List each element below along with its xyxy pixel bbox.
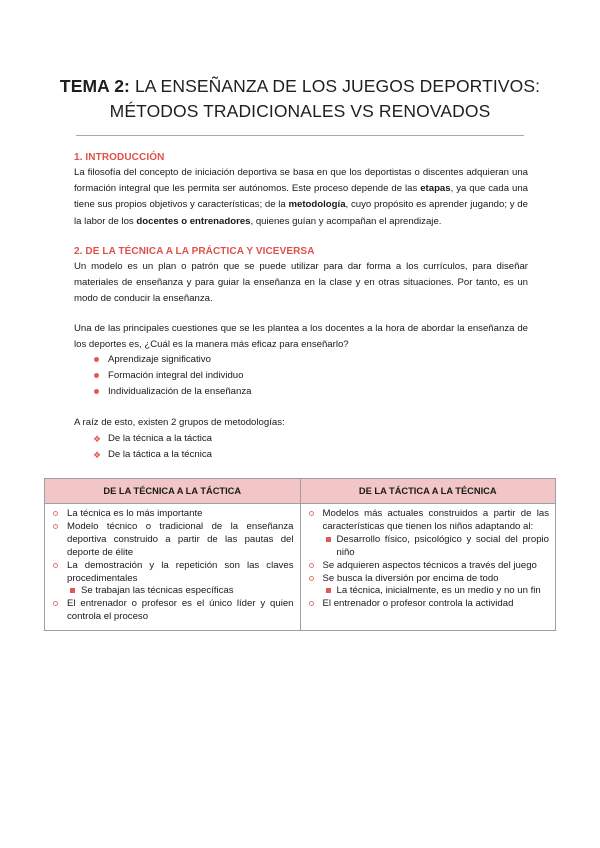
title-line-2: MÉTODOS TRADICIONALES VS RENOVADOS — [109, 101, 491, 121]
list-item — [53, 521, 294, 560]
section-2-paragraph-3: A raíz de esto, existen 2 grupos de metodologías: — [74, 417, 285, 428]
key-points-list — [92, 352, 251, 400]
circle-bullet-icon — [309, 563, 314, 568]
list-item-label: Modelos más actuales construidos a partir de las características que tienen los niños adaptando al: — [322, 508, 549, 532]
circle-bullet-icon — [53, 563, 58, 568]
list-item-label: La técnica es lo más importante — [67, 508, 203, 519]
table-header-row — [45, 479, 556, 504]
sub-list-item — [67, 585, 294, 598]
list-item — [53, 598, 294, 624]
list-item — [92, 368, 251, 384]
list-item-label: Se busca la diversión por encima de todo — [322, 572, 499, 584]
intro-text-1: La filosofía del concepto de iniciación deportiva se basa en que los deportistas o discentes adquieran una formación integral que les permita ser autónomos. Este proceso depende de las — [74, 167, 528, 195]
list-item — [92, 431, 212, 447]
list-item-label: El entrenador o profesor es el único líder y quien controla el proceso — [67, 598, 294, 623]
intro-text-3: , cuyo propósito es aprender jugando; y de la labor de los — [74, 199, 528, 227]
list-item — [309, 598, 550, 611]
list-item — [309, 560, 550, 573]
methodology-groups-list — [92, 431, 212, 463]
list-item-label: De la técnica a la táctica — [108, 433, 212, 444]
title-divider — [76, 135, 524, 136]
table-header-tecnica-tactica: DE LA TÉCNICA A LA TÁCTICA — [45, 479, 301, 504]
circle-bullet-icon — [309, 576, 314, 581]
table-row — [45, 504, 556, 631]
title-line-1: LA ENSEÑANZA DE LOS JUEGOS DEPORTIVOS: — [134, 76, 541, 96]
circle-bullet-icon — [53, 511, 58, 516]
table-header-tactica-tecnica: DE LA TÁCTICA A LA TÉCNICA — [300, 479, 556, 504]
section-2-paragraph-1: Un modelo es un plan o patrón que se puede utilizar para dar forma a los currículos, para diseñar materiales de enseñanza y para guiar la enseñanza en la clase y en otras situaciones. Por tanto, es un modo de conducir la enseñanza. — [74, 261, 528, 305]
list-item-label: Se adquieren aspectos técnicos a través del juego — [322, 559, 537, 571]
list-item — [309, 508, 550, 560]
comparison-table — [44, 478, 556, 631]
list-item — [92, 352, 251, 368]
section-2-heading: 2. DE LA TÉCNICA A LA PRÁCTICA Y VICEVERSA — [74, 246, 315, 257]
circle-bullet-icon — [309, 511, 314, 516]
table-cell-tecnica-tactica — [45, 504, 301, 631]
section-1-paragraph — [74, 165, 528, 230]
sub-list-item — [323, 534, 550, 560]
section-2-paragraph-2: Una de las principales cuestiones que se les plantea a los docentes a la hora de abordar la enseñanza de los deportes es, ¿Cuál es la manera más eficaz para enseñarlo? — [74, 323, 528, 351]
intro-bold-metodologia: metodología — [288, 199, 346, 211]
list-item-label: La técnica, inicialmente, es un medio y no un fin — [336, 585, 541, 597]
intro-text-2: , ya que cada una tiene sus propios objetivos y características; de la — [74, 183, 528, 211]
title-prefix: TEMA 2: — [59, 76, 130, 96]
square-bullet-icon — [326, 588, 331, 593]
sub-list-item — [323, 585, 550, 598]
intro-bold-etapas: etapas — [420, 183, 451, 195]
list-item-label: Individualización de la enseñanza — [108, 386, 252, 397]
diamond-bullet-icon: ❖ — [93, 450, 102, 460]
square-bullet-icon — [70, 588, 75, 593]
bullet-dot-icon — [94, 373, 99, 378]
list-item — [53, 560, 294, 599]
list-item — [92, 384, 251, 400]
list-item-label: Desarrollo físico, psicológico y social del propio niño — [336, 533, 549, 558]
list-item — [53, 508, 294, 521]
circle-bullet-icon — [53, 524, 58, 529]
list-item — [309, 573, 550, 599]
bullet-dot-icon — [94, 357, 99, 362]
diamond-bullet-icon: ❖ — [93, 434, 102, 444]
list-item-label: De la táctica a la técnica — [108, 449, 212, 460]
circle-bullet-icon — [53, 601, 58, 606]
bullet-dot-icon — [94, 389, 99, 394]
square-bullet-icon — [326, 537, 331, 542]
list-item-label: La demostración y la repetición son las claves procedimentales — [67, 559, 294, 584]
intro-bold-docentes: docentes o entrenadores — [136, 215, 251, 227]
list-item-label: Se trabajan las técnicas específicas — [81, 585, 234, 597]
list-item-label: Formación integral del individuo — [108, 370, 244, 381]
list-item-label: El entrenador o profesor controla la actividad — [322, 598, 514, 610]
list-item — [92, 447, 212, 463]
intro-text-4: , quienes guían y acompañan el aprendizaje. — [250, 215, 442, 227]
table-cell-tactica-tecnica — [300, 504, 556, 631]
section-1-heading: 1. INTRODUCCIÓN — [74, 152, 165, 163]
document-title — [40, 74, 560, 124]
list-item-label: Aprendizaje significativo — [108, 354, 211, 365]
list-item-label: Modelo técnico o tradicional de la enseñanza deportiva construido a partir de las pautas del deporte de élite — [67, 520, 294, 558]
circle-bullet-icon — [309, 601, 314, 606]
